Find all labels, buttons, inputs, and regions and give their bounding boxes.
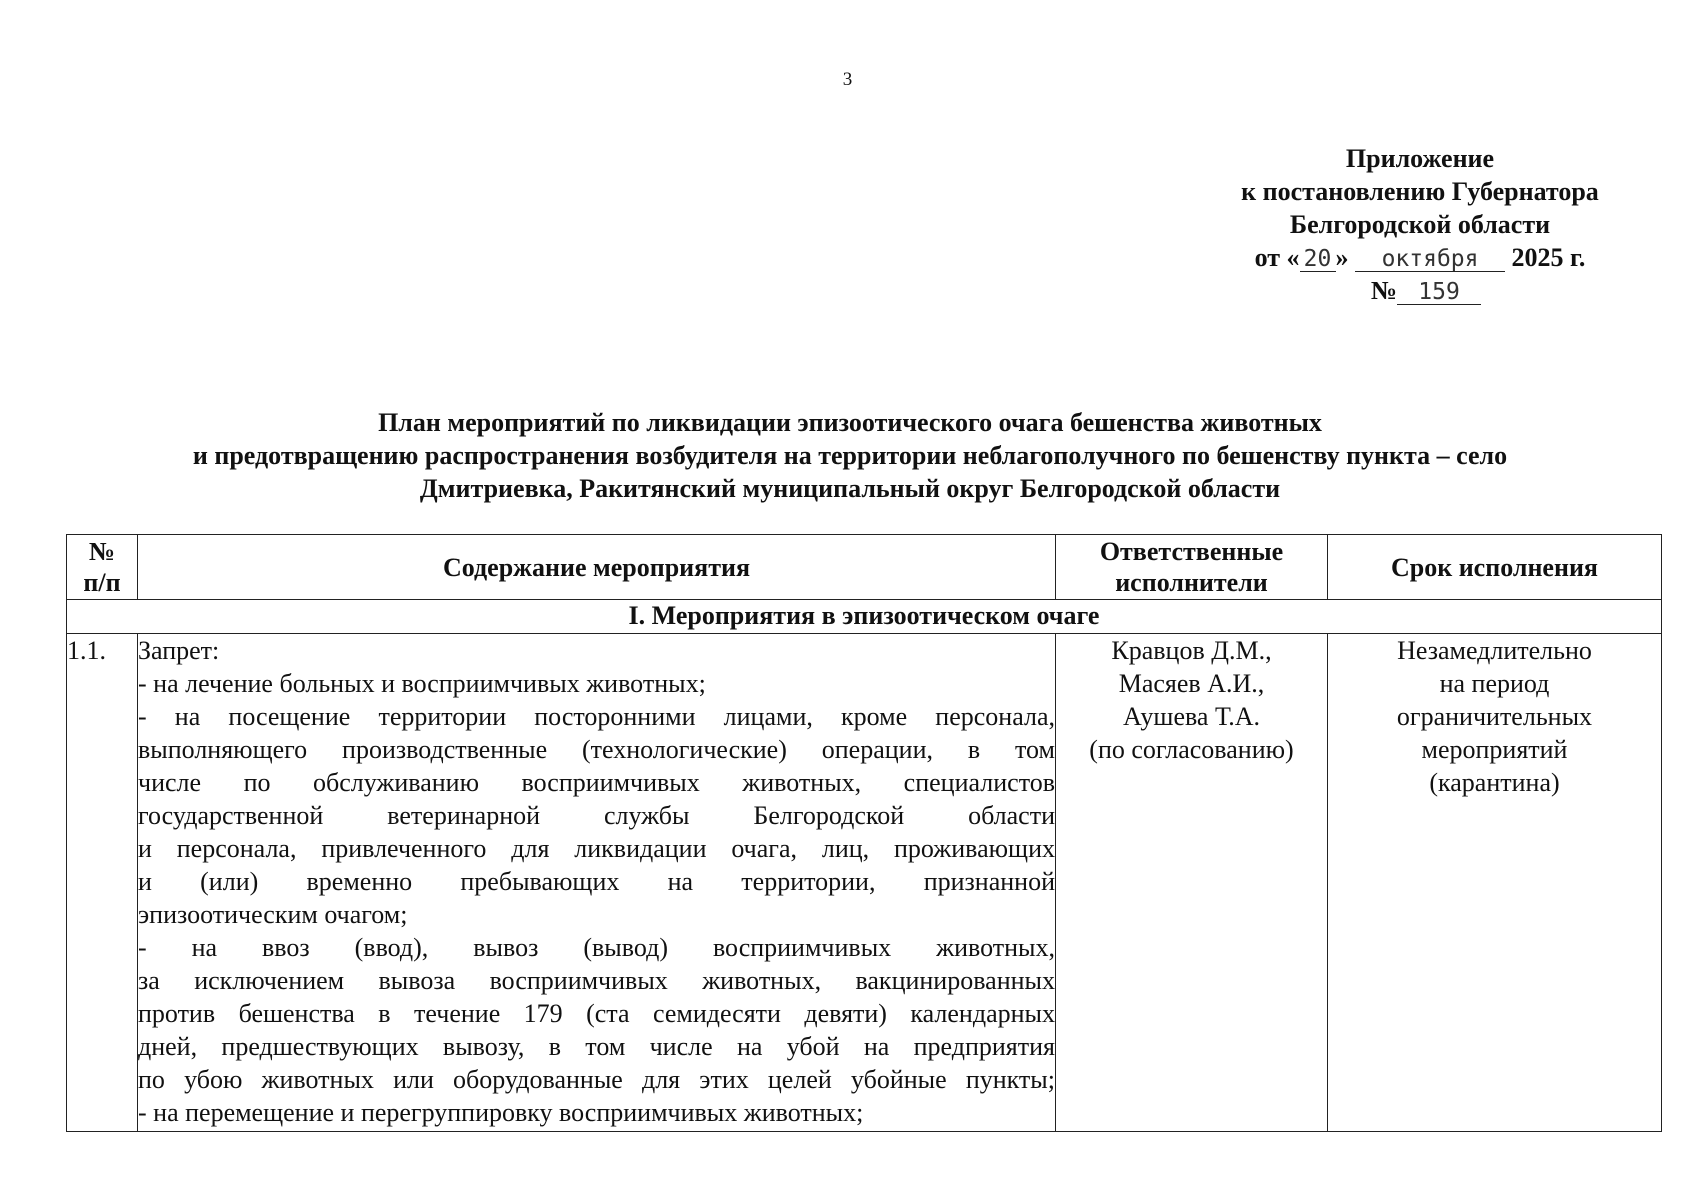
page-number: 3 — [842, 69, 853, 90]
content-line: - на посещение территории посторонними лицами, кроме персонала, — [138, 702, 1055, 731]
section-row — [67, 600, 1662, 634]
appendix-number — [1200, 274, 1640, 307]
row-responsible — [1056, 634, 1328, 1132]
content-line: - на лечение больных и восприимчивых животных; — [138, 669, 706, 698]
deadline-line: Незамедлительно — [1397, 636, 1592, 665]
header-num: № п/п — [67, 535, 138, 600]
appendix-line-3: Белгородской области — [1289, 210, 1551, 239]
content-line: выполняющего производственные (технологические) операции, в том — [138, 735, 1055, 764]
content-line: - на перемещение и перегруппировку восприимчивых животных; — [138, 1098, 864, 1127]
number-value: 159 — [1397, 280, 1481, 305]
date-mid: » — [1335, 243, 1349, 272]
content-line: против бешенства в течение 179 (ста семидесяти девяти) календарных — [138, 999, 1055, 1028]
responsible-line: (по согласованию) — [1089, 735, 1294, 764]
content-line: государственной ветеринарной службы Белгородской области — [138, 801, 1055, 830]
content-line: - на ввоз (ввод), вывоз (вывод) восприимчивых животных, — [138, 933, 1055, 962]
title-line-3: Дмитриевка, Ракитянский муниципальный округ Белгородской области — [419, 474, 1281, 503]
content-line: и (или) временно пребывающих на территории, признанной — [138, 867, 1055, 896]
content-line: эпизоотическим очагом; — [138, 900, 408, 929]
title-line-1: План мероприятий по ликвидации эпизоотического очага бешенства животных — [378, 408, 1322, 437]
content-line: дней, предшествующих вывозу, в том числе на убой на предприятия — [138, 1032, 1055, 1061]
content-line: числе по обслуживанию восприимчивых животных, специалистов — [138, 768, 1055, 797]
responsible-line: Масяев А.И., — [1118, 669, 1265, 698]
header-content: Содержание мероприятия — [138, 535, 1056, 600]
deadline-line: (карантина) — [1429, 768, 1560, 797]
section-heading: I. Мероприятия в эпизоотическом очаге — [67, 600, 1662, 634]
deadline-line: мероприятий — [1421, 735, 1568, 764]
content-line: по убою животных или оборудованные для этих целей убойные пункты; — [138, 1065, 1055, 1094]
date-day: 20 — [1300, 247, 1336, 272]
content-line: Запрет: — [138, 636, 220, 665]
content-line: за исключением вывоза восприимчивых животных, вакцинированных — [138, 966, 1055, 995]
table-row — [67, 634, 1662, 1132]
appendix-block — [1200, 142, 1640, 307]
row-number: 1.1. — [67, 634, 138, 1132]
responsible-line: Кравцов Д.М., — [1111, 636, 1272, 665]
appendix-title: Приложение — [1345, 144, 1495, 173]
appendix-date — [1200, 241, 1640, 274]
header-responsible: Ответственные исполнители — [1056, 535, 1328, 600]
responsible-line: Аушева Т.А. — [1122, 702, 1261, 731]
document-title — [60, 406, 1640, 505]
deadline-line: на период — [1439, 669, 1550, 698]
header-deadline: Срок исполнения — [1328, 535, 1662, 600]
row-content — [138, 634, 1056, 1132]
content-line: и персонала, привлеченного для ликвидации очага, лиц, проживающих — [138, 834, 1055, 863]
table-header-row — [67, 535, 1662, 600]
date-year: 2025 г. — [1511, 243, 1586, 272]
date-prefix: от « — [1254, 243, 1300, 272]
date-month: октября — [1355, 247, 1505, 272]
plan-table — [66, 534, 1662, 1132]
deadline-line: ограничительных — [1396, 702, 1593, 731]
title-line-2: и предотвращению распространения возбудителя на территории неблагополучного по бешенству пункта – село — [192, 441, 1508, 470]
number-prefix: № — [1370, 276, 1398, 305]
row-deadline — [1328, 634, 1662, 1132]
appendix-line-2: к постановлению Губернатора — [1241, 177, 1599, 206]
